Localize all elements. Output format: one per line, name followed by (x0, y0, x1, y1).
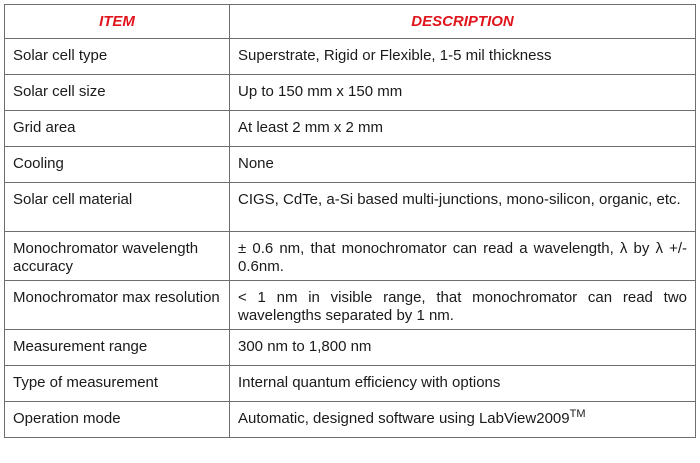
table-row (5, 39, 696, 75)
description-cell: Superstrate, Rigid or Flexible, 1-5 mil thickness (230, 39, 696, 75)
table-row (5, 281, 696, 330)
table-row (5, 232, 696, 281)
trademark-superscript: TM (569, 408, 586, 420)
description-cell: Up to 150 mm x 150 mm (230, 75, 696, 111)
item-cell: Cooling (5, 147, 230, 183)
item-cell: Solar cell material (5, 183, 230, 232)
table-row (5, 183, 696, 232)
table-row (5, 147, 696, 183)
description-cell: 300 nm to 1,800 nm (230, 330, 696, 366)
header-row (5, 5, 696, 39)
description-cell: Internal quantum efficiency with options (230, 366, 696, 402)
item-cell: Grid area (5, 111, 230, 147)
header-description: DESCRIPTION (230, 5, 696, 39)
item-cell: Operation mode (5, 402, 230, 438)
table-row (5, 402, 696, 438)
description-cell (230, 402, 696, 438)
item-cell: Monochromator wavelength accuracy (5, 232, 230, 281)
table-row (5, 111, 696, 147)
table-row (5, 330, 696, 366)
description-cell: None (230, 147, 696, 183)
item-cell: Measurement range (5, 330, 230, 366)
item-cell: Type of measurement (5, 366, 230, 402)
description-cell: < 1 nm in visible range, that monochromator can read two wavelengths separated by 1 nm. (230, 281, 696, 330)
header-item: ITEM (5, 5, 230, 39)
description-cell: CIGS, CdTe, a-Si based multi-junctions, mono-silicon, organic, etc. (230, 183, 696, 232)
description-text: Automatic, designed software using LabView2009 (238, 410, 570, 427)
spec-table (4, 4, 696, 438)
item-cell: Solar cell size (5, 75, 230, 111)
description-cell: ± 0.6 nm, that monochromator can read a wavelength, λ by λ +/- 0.6nm. (230, 232, 696, 281)
table-row (5, 366, 696, 402)
table-row (5, 75, 696, 111)
item-cell: Solar cell type (5, 39, 230, 75)
item-cell: Monochromator max resolution (5, 281, 230, 330)
description-cell: At least 2 mm x 2 mm (230, 111, 696, 147)
